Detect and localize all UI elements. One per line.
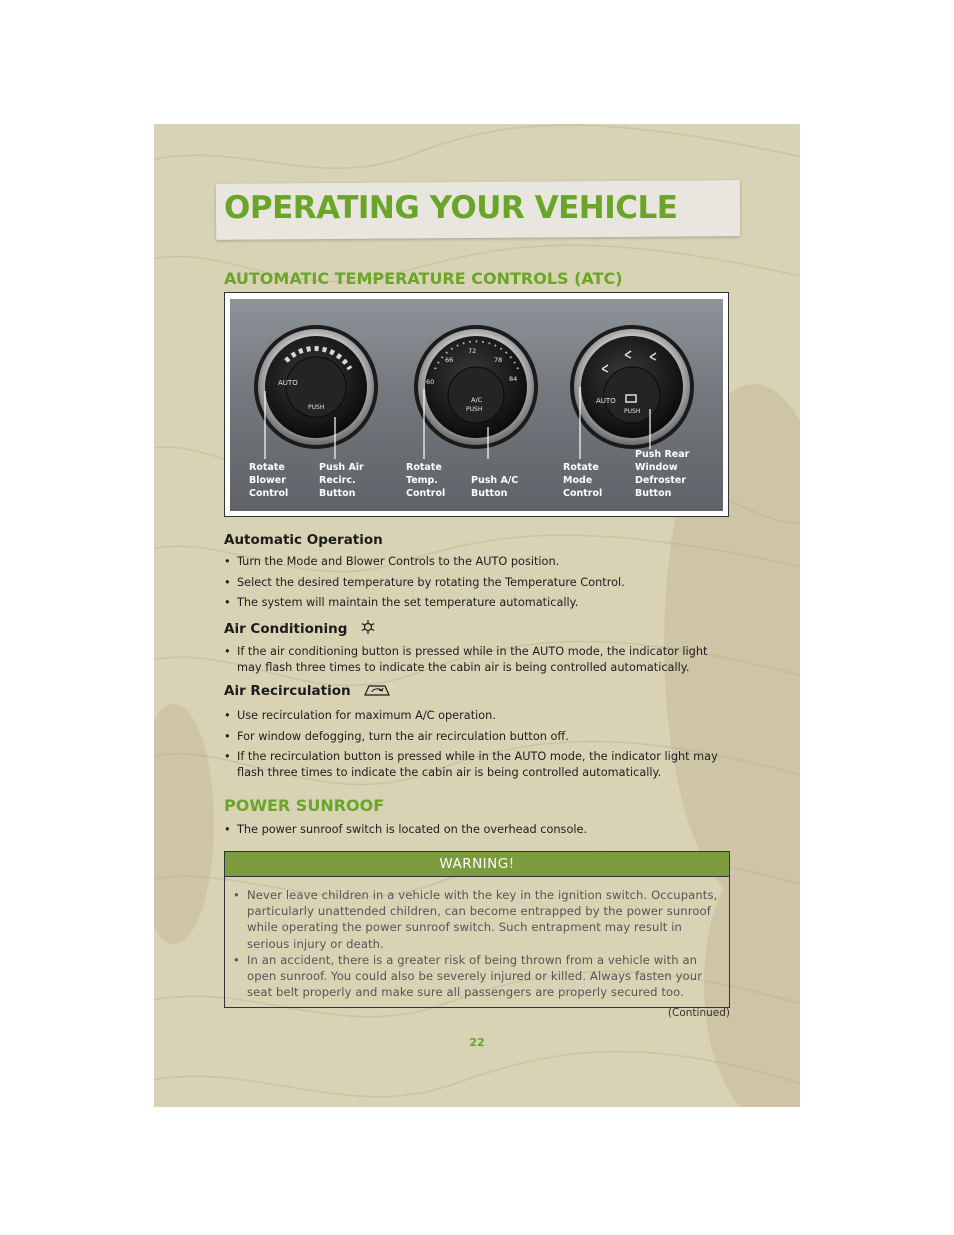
list-item: • The system will maintain the set temperature automatically.	[224, 595, 724, 611]
blower-auto-text: AUTO	[278, 379, 298, 387]
warning-list	[225, 887, 729, 1000]
temp-78-text: 78	[494, 356, 503, 364]
list-item: • For window defogging, turn the air recirculation button off.	[224, 729, 724, 745]
sunroof-section-title: POWER SUNROOF	[224, 796, 385, 815]
mode-auto-text: AUTO	[596, 397, 616, 405]
recirc-push-text: PUSH	[308, 404, 325, 411]
atc-panel-image	[230, 299, 723, 511]
ac-push-text: PUSH	[466, 406, 483, 413]
rotate-mode-label: Rotate Mode Control	[563, 462, 603, 499]
continued-note: (Continued)	[667, 1007, 730, 1019]
snowflake-icon	[360, 619, 376, 639]
air-recirculation-heading-text: Air Recirculation	[224, 683, 351, 699]
manual-page	[154, 124, 800, 1107]
push-ac-label: Push A/C Button	[471, 475, 519, 499]
temp-84-text: 84	[509, 375, 518, 383]
page-number: 22	[469, 1036, 485, 1049]
rotate-blower-label: Rotate Blower Control	[249, 462, 289, 499]
list-item: • If the air conditioning button is pressed while in the AUTO mode, the indicator light may flash three times to indicate the cabin air is being controlled automatically.	[224, 644, 724, 676]
list-item: • If the recirculation button is pressed while in the AUTO mode, the indicator light may flash three times to indicate the cabin air is being controlled automatically.	[224, 749, 724, 781]
sunroof-list	[224, 822, 724, 843]
atc-section-title: AUTOMATIC TEMPERATURE CONTROLS (ATC)	[224, 269, 623, 288]
list-item: • Select the desired temperature by rotating the Temperature Control.	[224, 575, 724, 591]
list-item: • In an accident, there is a greater risk of being thrown from a vehicle with an open sunroof. You could also be severely injured or killed. Always fasten your seat belt properly and make sure all passengers are properly secured too.	[247, 952, 719, 1001]
temp-72-text: 72	[468, 347, 477, 355]
automatic-operation-heading: Automatic Operation	[224, 532, 383, 548]
ac-text: A/C	[471, 396, 483, 404]
air-recirculation-heading	[224, 683, 391, 701]
air-recirculation-list	[224, 708, 724, 786]
rotate-temp-label: Rotate Temp. Control	[406, 462, 446, 499]
temp-66-text: 66	[445, 356, 454, 364]
air-conditioning-heading	[224, 619, 376, 639]
temp-60-text: 60	[426, 378, 435, 386]
warning-heading: WARNING!	[225, 852, 729, 877]
atc-controls-photo	[224, 292, 729, 517]
defrost-push-text: PUSH	[624, 408, 641, 415]
page-title: OPERATING YOUR VEHICLE	[224, 190, 678, 226]
push-air-recirc-label: Push Air Recirc. Button	[319, 462, 364, 499]
list-item: • Use recirculation for maximum A/C operation.	[224, 708, 724, 724]
warning-box	[224, 851, 730, 1008]
recirculation-icon	[363, 683, 391, 701]
list-item: • Never leave children in a vehicle with the key in the ignition switch. Occupants, particularly unattended children, can become entrapped by the power sunroof while operating the power sunroof switch. Such entrapment may result in serious injury or death.	[247, 887, 719, 952]
push-rear-defroster-label: Push Rear Window Defroster Button	[635, 449, 690, 499]
air-conditioning-list	[224, 644, 724, 681]
list-item: • Turn the Mode and Blower Controls to the AUTO position.	[224, 554, 724, 570]
list-item: • The power sunroof switch is located on the overhead console.	[224, 822, 724, 838]
air-conditioning-heading-text: Air Conditioning	[224, 621, 348, 637]
automatic-operation-list	[224, 554, 724, 616]
